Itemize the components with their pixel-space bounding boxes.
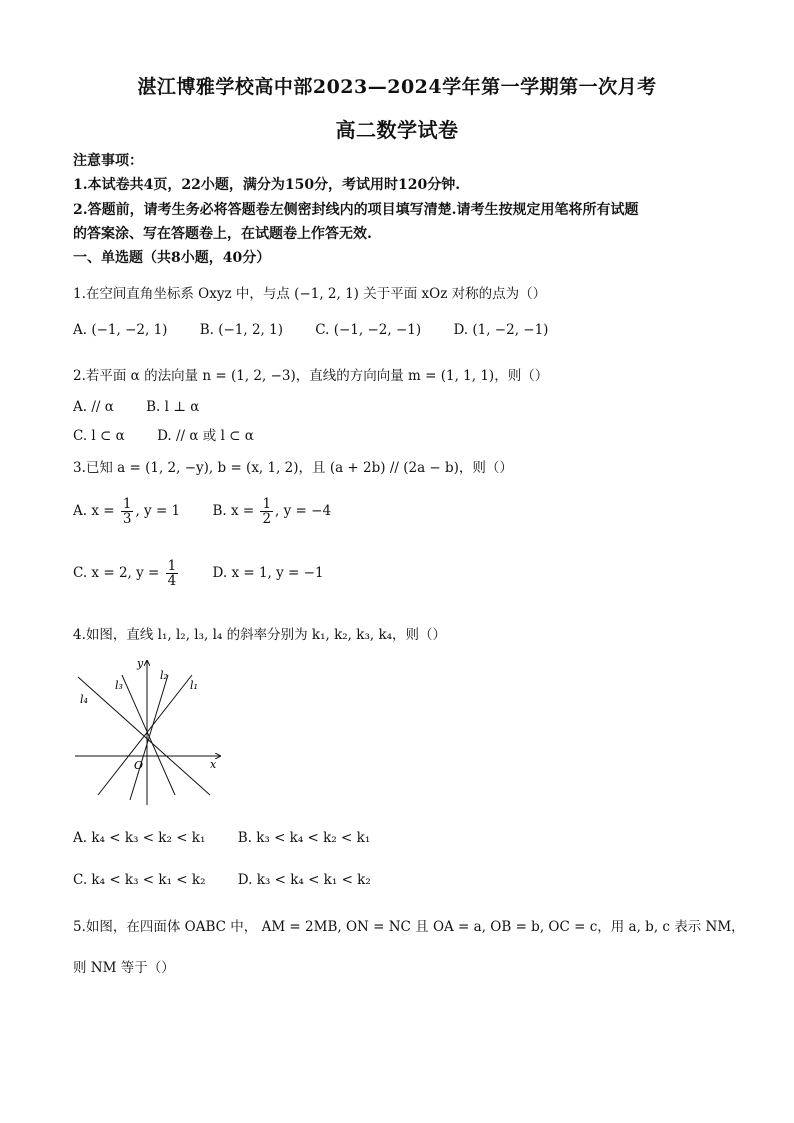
label-x: x [210,758,217,771]
q2-option-c: C. l ⊂ α [73,428,125,444]
question-3-stem: 3.已知 a = (1, 2, −y), b = (x, 1, 2)，且 (a + 2b) // (2a − b)，则（） [73,460,513,476]
question-3-options-row-1 [73,497,359,526]
q3-c-den: 4 [167,573,177,590]
question-4-options-row-1 [73,830,398,846]
label-l2: l₂ [160,669,168,682]
question-1-options [73,322,576,338]
q3-a-num: 1 [122,496,132,512]
notice-heading: 注意事项： [73,153,143,169]
q3-option-d: D. x = 1, y = −1 [212,565,324,582]
exam-title: 湛江博雅学校高中部2023—2024学年第一学期第一次月考 [137,76,657,98]
label-y: y [137,657,144,670]
q3-option-c [73,559,180,588]
line-l4 [78,677,210,795]
question-2-options-row-2 [73,424,282,444]
q4-option-b: B. k₃ < k₄ < k₂ < k₁ [237,830,371,846]
notice-item-1: 1.本试卷共4页，22小题，满分为150分，考试用时120分钟. [73,177,461,193]
q4-option-c: C. k₄ < k₃ < k₁ < k₂ [73,872,206,888]
question-5-stem-line-1: 5.如图，在四面体 OABC 中， AM = 2MB, ON = NC 且 OA = a, OB = b, OC = c，用 a, b, c 表示 NM， [73,919,745,935]
label-l3: l₃ [115,679,123,692]
question-2-stem: 2.若平面 α 的法向量 n = (1, 2, −3)，直线的方向向量 m = (1, 1, 1)，则（） [73,368,549,384]
q4-figure [70,655,230,810]
q3-a-suffix: , y = 1 [135,503,181,520]
q3-b-fraction [260,497,273,526]
line-l3 [122,675,175,795]
q1-option-d: D. (1, −2, −1) [453,322,549,338]
question-4-options-row-2 [73,872,399,888]
q3-b-prefix: B. x = [212,503,259,520]
q3-a-prefix: A. x = [73,503,119,520]
q1-option-a: A. (−1, −2, 1) [73,322,168,338]
q2-option-b: B. l ⊥ α [146,399,200,415]
q1-option-b: B. (−1, 2, 1) [199,322,283,338]
line-l2 [130,675,168,800]
q3-b-suffix: , y = −4 [275,503,332,520]
section-1-heading: 一、单选题（共8小题，40分） [73,250,271,266]
q3-option-a [73,497,180,526]
question-3-options-row-2 [73,559,352,588]
notice-item-2-line-1: 2.答题前，请考生务必将答题卷左侧密封线内的项目填写清楚.请考生按规定用笔将所有试题 [73,202,639,218]
exam-subtitle: 高二数学试卷 [335,118,459,142]
q3-b-num: 1 [262,496,272,512]
q2-option-a: A. // α [73,399,114,415]
label-origin: O [134,759,144,772]
q3-b-den: 2 [262,511,272,528]
q3-c-num: 1 [167,558,177,574]
label-l4: l₄ [80,693,88,706]
notice-item-2-line-2: 的答案涂、写在答题卷上，在试题卷上作答无效. [73,226,372,242]
line-l1 [98,675,192,795]
q2-option-d: D. // α 或 l ⊂ α [157,428,254,444]
question-5-stem-line-2: 则 NM 等于（） [73,960,175,976]
question-2-options-row-1 [73,399,227,415]
q3-c-prefix: C. x = 2, y = [73,565,164,582]
q1-option-c: C. (−1, −2, −1) [315,322,422,338]
q3-a-fraction [121,497,134,526]
q3-a-den: 3 [122,511,132,528]
q4-option-d: D. k₃ < k₄ < k₁ < k₂ [237,872,371,888]
question-1-stem: 1.在空间直角坐标系 Oxyz 中，与点 (−1, 2, 1) 关于平面 xOz 对称的点为（） [73,286,547,302]
question-4-stem: 4.如图，直线 l₁, l₂, l₃, l₄ 的斜率分别为 k₁, k₂, k₃, k₄，则（） [73,627,447,643]
label-l1: l₁ [190,679,198,692]
q4-option-a: A. k₄ < k₃ < k₂ < k₁ [73,830,206,846]
q3-c-fraction [166,559,179,588]
q3-option-b [212,497,331,526]
